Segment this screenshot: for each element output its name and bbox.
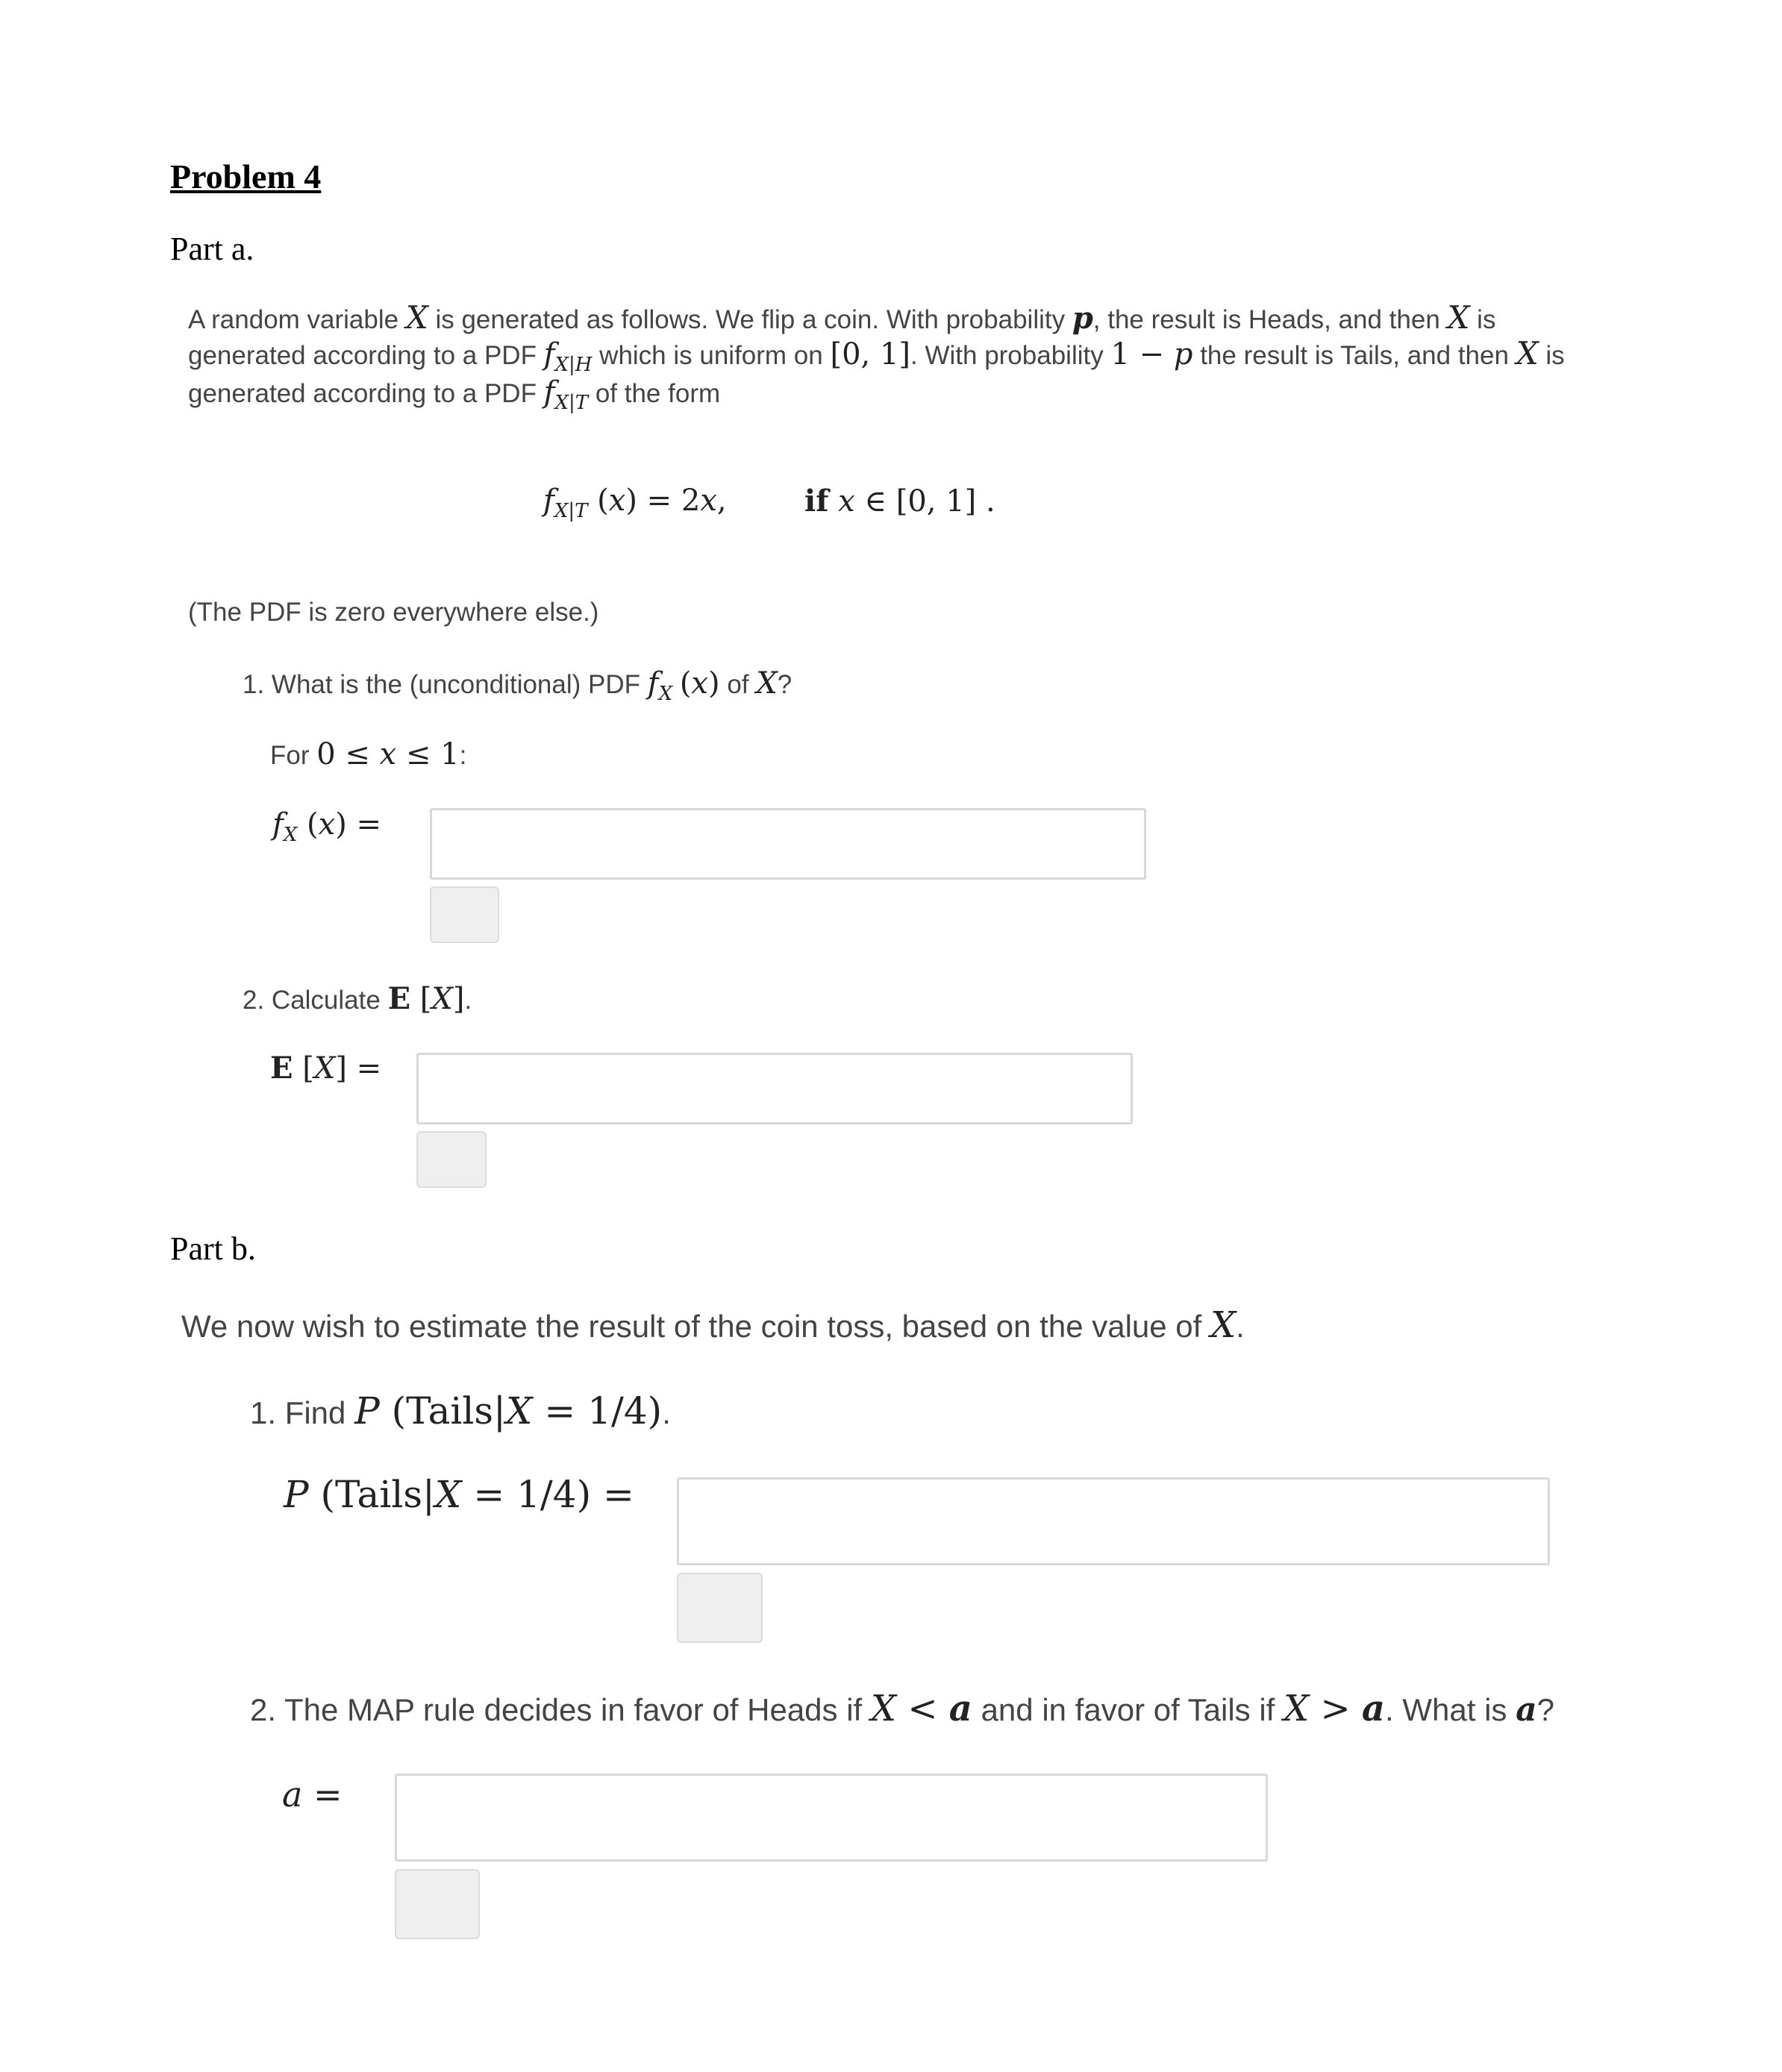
part-a-q2-prompt: 2. Calculate E [X].	[243, 981, 472, 1016]
part-b-q2-prompt: 2. The MAP rule decides in favor of Heads if X < a and in favor of Tails if X > a. What is a?	[250, 1688, 1554, 1730]
problem-title: Problem 4	[170, 157, 322, 195]
fx-answer-input[interactable]	[430, 808, 1146, 880]
part-b-q2-label: a =	[282, 1774, 343, 1815]
equation-condition: if x ∈ [0, 1] .	[804, 483, 995, 519]
part-b-q1-prompt: 1. Find P (Tails|X = 1/4).	[250, 1389, 671, 1433]
equation-lhs: $f_{X|T}$ (x) = 2x,	[543, 483, 727, 522]
part-a-intro-line3: generated according to a PDF $f_{X|T}$ of the form	[188, 375, 721, 414]
part-b-heading: Part b.	[170, 1230, 256, 1267]
ex-answer-input[interactable]	[416, 1053, 1133, 1124]
a-answer-input[interactable]	[395, 1774, 1268, 1862]
part-a-q2-label: E [X] =	[270, 1051, 382, 1086]
fx-submit-button[interactable]	[430, 886, 499, 943]
part-a-intro-line2: generated according to a PDF $f_{X|H}$ which is uniform on [0, 1]. With probability 1 − p the result is Tails, and then X is	[188, 335, 1565, 376]
part-a-q1-label: $f_X$ (x) =	[272, 807, 382, 846]
part-a-heading: Part a.	[170, 231, 254, 267]
part-a-q1-prompt: 1. What is the (unconditional) PDF $f_X$ (x) of X?	[243, 666, 792, 705]
p-tails-answer-input[interactable]	[677, 1477, 1550, 1565]
p-tails-submit-button[interactable]	[677, 1573, 763, 1643]
a-submit-button[interactable]	[395, 1869, 480, 1939]
ex-submit-button[interactable]	[416, 1131, 487, 1188]
part-b-q1-label: P (Tails|X = 1/4) =	[284, 1473, 634, 1516]
part-a-intro-line1: A random variable X is generated as follows. We flip a coin. With probability p, the result is Heads, and then X is	[188, 299, 1496, 336]
part-b-intro: We now wish to estimate the result of the coin toss, based on the value of X.	[181, 1304, 1245, 1346]
part-a-q1-range: For 0 ≤ x ≤ 1:	[270, 737, 467, 771]
pdf-note: (The PDF is zero everywhere else.)	[188, 598, 599, 627]
